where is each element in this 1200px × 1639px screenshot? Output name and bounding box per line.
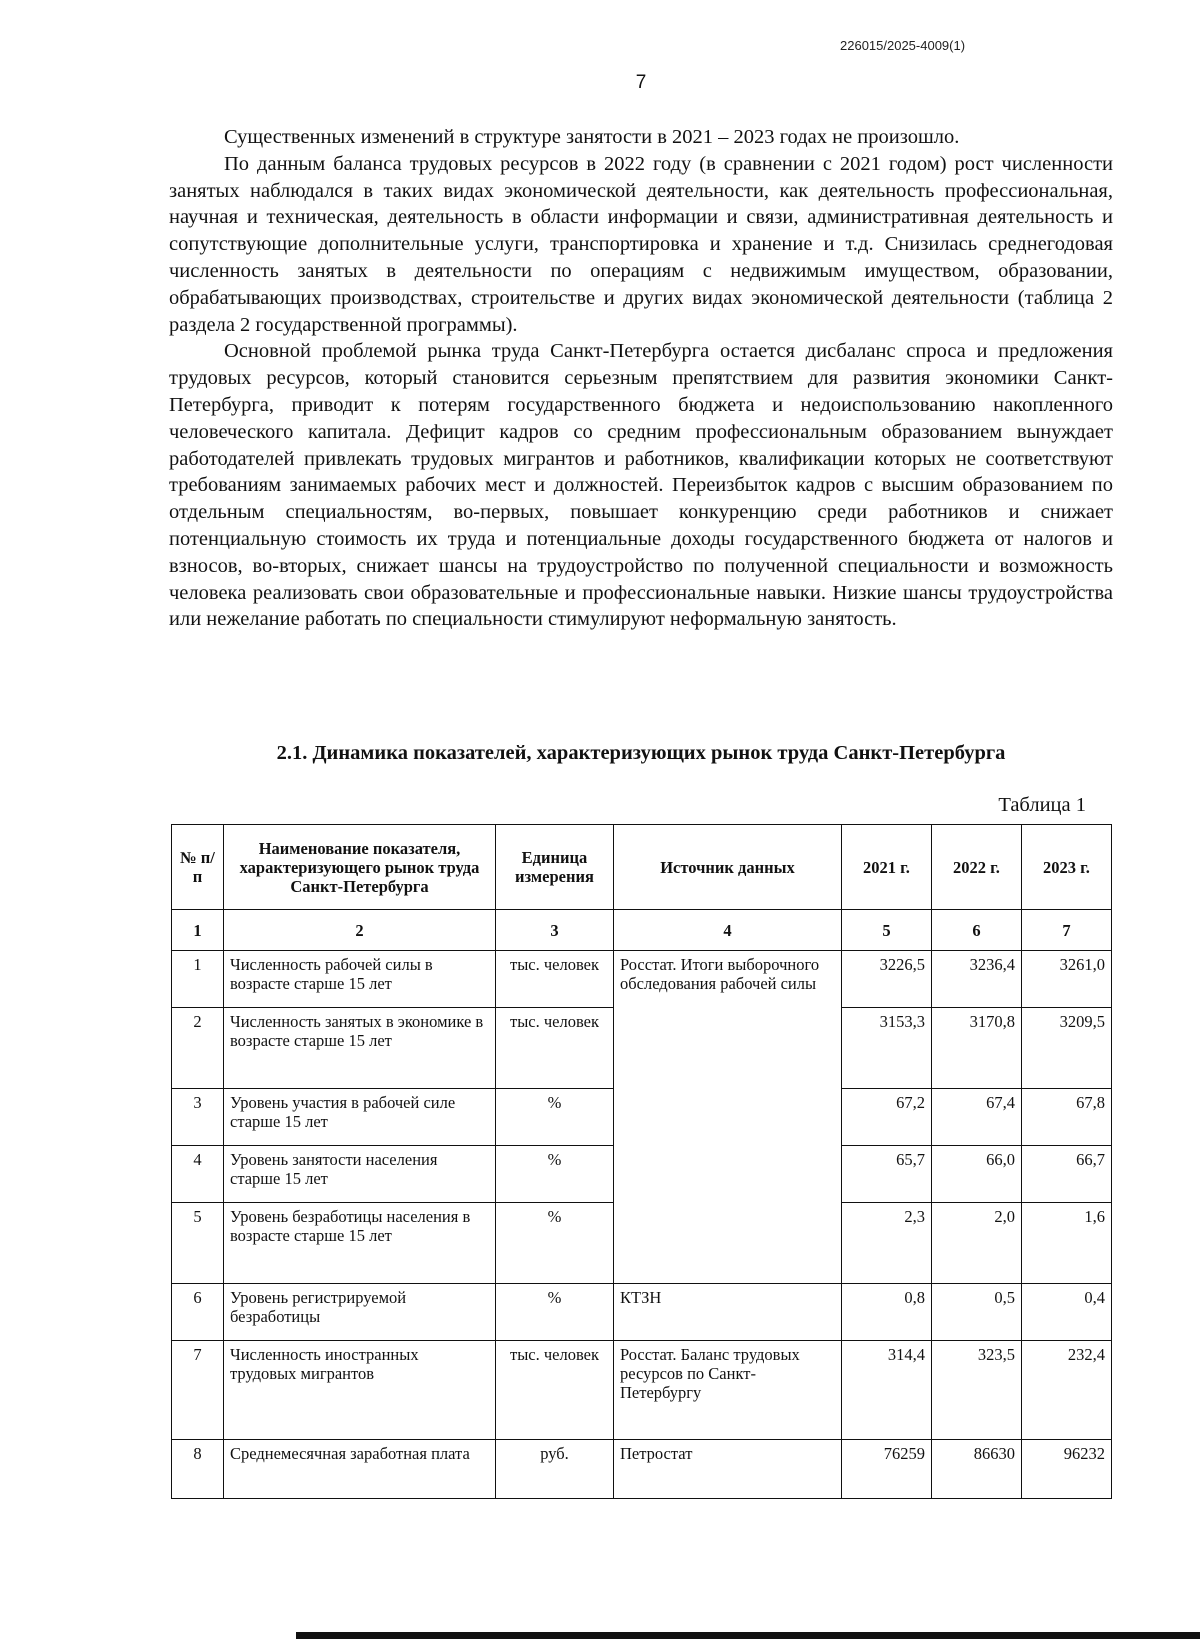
row-unit: %: [496, 1089, 614, 1146]
scan-edge-bar: [296, 1632, 1200, 1639]
labor-market-table: [171, 824, 1112, 1499]
value-2021: 314,4: [842, 1341, 932, 1440]
col-number: 5: [842, 910, 932, 951]
table-row: [172, 1440, 1112, 1499]
row-unit: тыс. человек: [496, 951, 614, 1008]
value-2021: 67,2: [842, 1089, 932, 1146]
value-2022: 3236,4: [932, 951, 1022, 1008]
row-num: 7: [172, 1341, 224, 1440]
value-2021: 0,8: [842, 1284, 932, 1341]
row-unit: тыс. человек: [496, 1341, 614, 1440]
table-row: [172, 1284, 1112, 1341]
row-source-shared: Росстат. Итоги выборочного обследования рабочей силы: [614, 951, 842, 1284]
header-2021: 2021 г.: [842, 825, 932, 910]
value-2021: 2,3: [842, 1203, 932, 1284]
table-row: [172, 951, 1112, 1008]
row-unit: тыс. человек: [496, 1008, 614, 1089]
value-2021: 76259: [842, 1440, 932, 1499]
body-text: [169, 124, 1113, 633]
value-2021: 3226,5: [842, 951, 932, 1008]
row-source: КТЗН: [614, 1284, 842, 1341]
value-2023: 232,4: [1022, 1341, 1112, 1440]
col-number: 2: [224, 910, 496, 951]
header-num: № п/п: [172, 825, 224, 910]
document-id: 226015/2025-4009(1): [840, 38, 966, 53]
value-2022: 67,4: [932, 1089, 1022, 1146]
paragraph-2: По данным баланса трудовых ресурсов в 2022 году (в сравнении с 2021 годом) рост численности занятых наблюдался в таких видах экономической деятельности, как деятельность профессиональная, научная и техническая, деятельность в области информации и связи, административная деятельность и сопутствующие дополнительные услуги, транспортировка и хранение и т.д. Снизилась среднегодовая численность занятых в деятельности по операциям с недвижимым имуществом, образовании, обрабатывающих производствах, строительстве и других видах экономической деятельности (таблица 2 раздела 2 государственной программы).: [169, 152, 1113, 336]
value-2022: 0,5: [932, 1284, 1022, 1341]
row-num: 8: [172, 1440, 224, 1499]
col-number: 6: [932, 910, 1022, 951]
row-unit: %: [496, 1284, 614, 1341]
row-name: Уровень безработицы населения в возрасте старше 15 лет: [224, 1203, 496, 1284]
value-2021: 65,7: [842, 1146, 932, 1203]
table-caption: Таблица 1: [998, 794, 1086, 816]
row-source: Росстат. Баланс трудовых ресурсов по Санкт-Петербургу: [614, 1341, 842, 1440]
value-2022: 66,0: [932, 1146, 1022, 1203]
value-2023: 67,8: [1022, 1089, 1112, 1146]
paragraph-3: Основной проблемой рынка труда Санкт-Петербурга остается дисбаланс спроса и предложения трудовых ресурсов, который становится серьезным препятствием для развития экономики Санкт-Петербурга, приводит к потерям государственного бюджета и недоиспользованию накопленного человеческого капитала. Дефицит кадров со средним профессиональным образованием вынуждает работодателей привлекать трудовых мигрантов и работников, квалификации которых не соответствуют требованиям занимаемых рабочих мест и должностей. Переизбыток кадров с высшим образованием по отдельным специальностям, во-первых, повышает конкуренцию среди работников и снижает потенциальную стоимость их труда и потенциальные доходы государственного бюджета от налогов и взносов, во-вторых, снижает шансы на трудоустройство по полученной специальности и возможность человека реализовать свои образовательные и профессиональные навыки. Низкие шансы трудоустройства или нежелание работать по специальности стимулируют неформальную занятость.: [169, 340, 1113, 631]
row-name: Среднемесячная заработная плата: [224, 1440, 496, 1499]
row-name: Уровень участия в рабочей силе старше 15 лет: [224, 1089, 496, 1146]
value-2021: 3153,3: [842, 1008, 932, 1089]
value-2022: 86630: [932, 1440, 1022, 1499]
col-number: 7: [1022, 910, 1112, 951]
row-name: Уровень регистрируемой безработицы: [224, 1284, 496, 1341]
col-number: 3: [496, 910, 614, 951]
header-unit: Единица измерения: [496, 825, 614, 910]
column-number-row: [172, 910, 1112, 951]
row-name: Численность занятых в экономике в возрасте старше 15 лет: [224, 1008, 496, 1089]
header-2022: 2022 г.: [932, 825, 1022, 910]
value-2023: 1,6: [1022, 1203, 1112, 1284]
section-heading: 2.1. Динамика показателей, характеризующих рынок труда Санкт-Петербурга: [276, 742, 1006, 764]
value-2023: 0,4: [1022, 1284, 1112, 1341]
col-number: 4: [614, 910, 842, 951]
value-2022: 323,5: [932, 1341, 1022, 1440]
col-number: 1: [172, 910, 224, 951]
row-unit: %: [496, 1203, 614, 1284]
row-unit: %: [496, 1146, 614, 1203]
value-2023: 3261,0: [1022, 951, 1112, 1008]
paragraph-1: Существенных изменений в структуре занятости в 2021 – 2023 годах не произошло.: [224, 126, 960, 148]
value-2023: 3209,5: [1022, 1008, 1112, 1089]
value-2023: 66,7: [1022, 1146, 1112, 1203]
row-num: 2: [172, 1008, 224, 1089]
row-num: 1: [172, 951, 224, 1008]
row-name: Уровень занятости населения старше 15 лет: [224, 1146, 496, 1203]
page-number: 7: [635, 72, 647, 93]
table-row: [172, 1341, 1112, 1440]
value-2022: 2,0: [932, 1203, 1022, 1284]
header-name: Наименование показателя, характеризующего рынок труда Санкт-Петербурга: [224, 825, 496, 910]
row-unit: руб.: [496, 1440, 614, 1499]
header-2023: 2023 г.: [1022, 825, 1112, 910]
row-num: 5: [172, 1203, 224, 1284]
row-num: 6: [172, 1284, 224, 1341]
row-source: Петростат: [614, 1440, 842, 1499]
row-num: 4: [172, 1146, 224, 1203]
value-2023: 96232: [1022, 1440, 1112, 1499]
table-header-row: [172, 825, 1112, 910]
header-source: Источник данных: [614, 825, 842, 910]
row-num: 3: [172, 1089, 224, 1146]
row-name: Численность рабочей силы в возрасте старше 15 лет: [224, 951, 496, 1008]
value-2022: 3170,8: [932, 1008, 1022, 1089]
row-name: Численность иностранных трудовых мигрантов: [224, 1341, 496, 1440]
